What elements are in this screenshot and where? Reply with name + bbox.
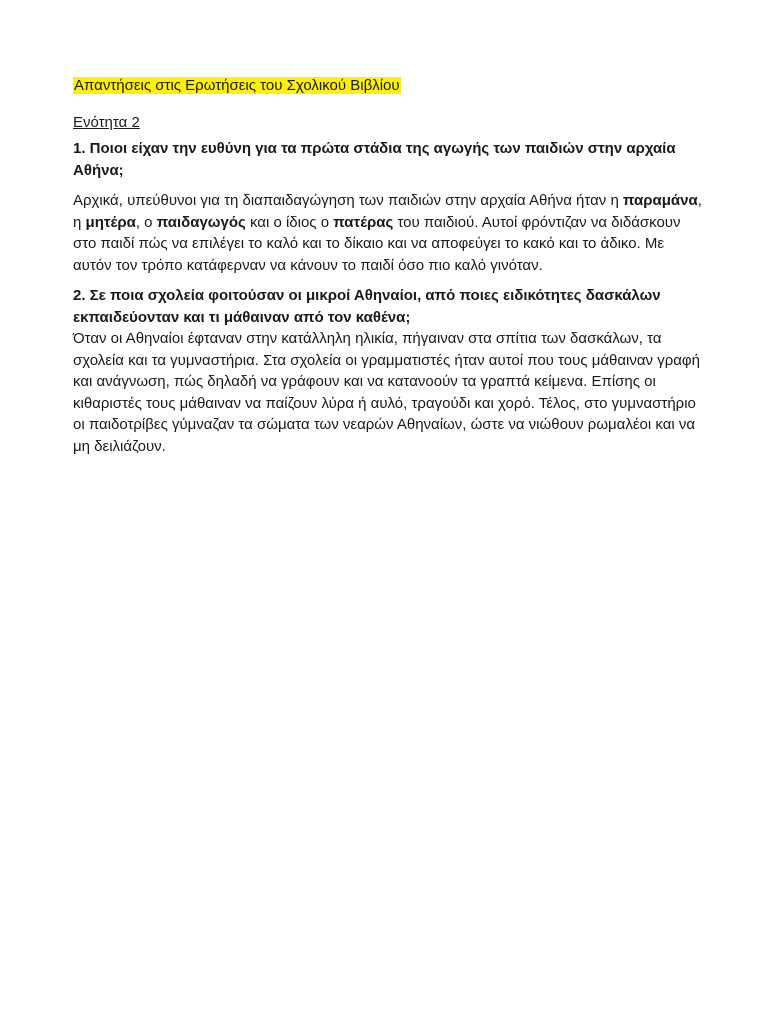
answer-2: Όταν οι Αθηναίοι έφταναν στην κατάλληλη ηλικία, πήγαιναν στα σπίτια των δασκάλων, τα σχολεία και τα γυμναστήρια. Στα σχολεία οι γραμματιστές ήταν αυτοί που τους μάθαιναν γραφή και ανάγνωση, πώς δηλαδή να γράφουν και να κατανοούν τα γραπτά κείμενα. Επίσης οι κιθαριστές τους μάθαιναν να παίζουν λύρα ή αυλό, τραγούδι και χορό. Τέλος, στο γυμναστήριο οι παιδοτρίβες γύμναζαν τα σώματα των νεαρών Αθηναίων, ώστε να νιώθουν ρωμαλέοι και να μη δειλιάζουν. [73,330,700,455]
document-content [73,75,703,457]
title-line [73,75,703,97]
answer-1-bold-pedagogue: παιδαγωγός [156,213,246,231]
question-1: 1. Ποιοι είχαν την ευθύνη για τα πρώτα στάδια της αγωγής των παιδιών στην αρχαία Αθήνα; [73,140,676,179]
answer-1-bold-father: πατέρας [333,213,394,231]
answer-1-bold-mother: μητέρα [85,213,136,231]
answer-1-text: και ο ίδιος ο [245,213,334,231]
document-title: Απαντήσεις στις Ερωτήσεις του Σχολικού Βιβλίου [74,77,400,94]
answer-1-bold-nanny: παραμάνα [622,192,698,209]
question-2: 2. Σε ποια σχολεία φοιτούσαν οι μικροί Αθηναίοι, από ποιες ειδικότητες δασκάλων εκπαιδεύονταν και τι μάθαιναν από τον καθένα; [73,287,661,326]
answer-1-text: Αρχικά, υπεύθυνοι για τη διαπαιδαγώγηση των παιδιών στην αρχαία Αθήνα ήταν η [73,192,623,209]
answer-1-text: του παιδιού. Αυτοί φρόντιζαν να διδάσκουν στο παιδί πώς να επιλέγει το καλό και το δίκαιο και να αποφεύγει το κακό και το άδικο. Με αυτόν τον τρόπο κατάφερναν να κάνουν το παιδί όσο πιο καλό γινόταν. [73,213,681,274]
answer-1-text: , ο [135,213,157,231]
answer-1 [73,190,703,276]
answer-1-text: , η [73,192,702,231]
section-heading: Ενότητα 2 [73,113,140,131]
